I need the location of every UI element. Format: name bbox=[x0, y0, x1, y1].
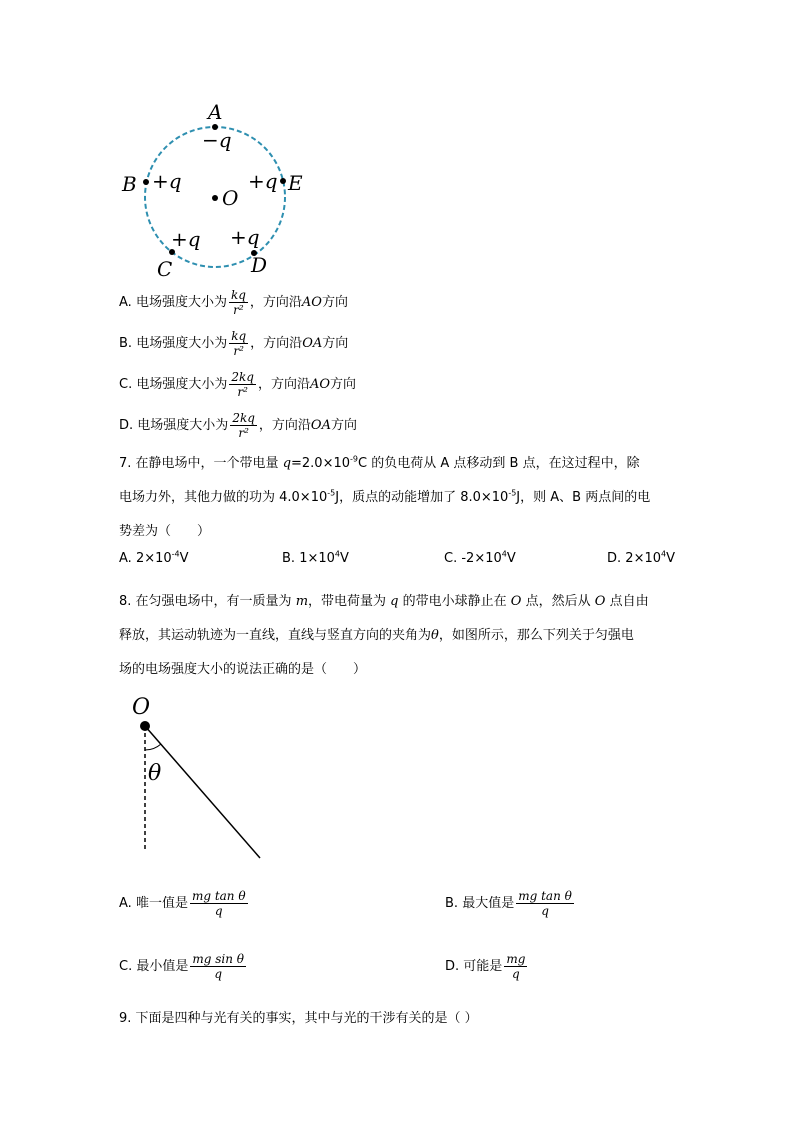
point-O bbox=[212, 195, 218, 201]
q7-line-2: 电场力外，其他力做的功为 $4.0\times 10^{-5}J$，质点的动能增加了 $8.0\times 10^{-5}J$，则 A、B 两点间的电 bbox=[119, 488, 651, 505]
charge-circle-figure bbox=[110, 95, 320, 285]
q6-option-c: C. 电场强度大小为 $\frac{2kq}{\text{r²}}$ ，方向沿AO方向 bbox=[119, 370, 357, 399]
fig-label-theta: θ bbox=[148, 761, 162, 786]
q7-line-3: 势差为（ ） bbox=[119, 524, 211, 539]
q8-option-a: A. 唯一值是 $\frac{\text{mg tan θ}}{q}$ bbox=[119, 889, 246, 918]
charge-E: +q bbox=[248, 169, 278, 193]
label-E: E bbox=[288, 171, 303, 195]
q7-option-c: C. $-2\times 10^4V$ bbox=[444, 549, 516, 566]
label-O: O bbox=[222, 186, 239, 210]
q7-stem bbox=[119, 447, 650, 549]
trajectory-line bbox=[145, 726, 260, 858]
q8-line-1: 8. 在匀强电场中，有一质量为 m，带电荷量为 q 的带电小球静止在 O 点，然后从 O 点自由 bbox=[119, 594, 649, 609]
fig-label-O: O bbox=[132, 695, 151, 720]
trajectory-figure bbox=[120, 688, 280, 868]
label-D: D bbox=[251, 253, 268, 277]
q8-option-d: D. 可能是 $\frac{mg}{q}$ bbox=[445, 952, 526, 981]
charge-B: +q bbox=[152, 169, 182, 193]
label-A: A bbox=[208, 100, 223, 124]
charge-D: +q bbox=[230, 225, 260, 249]
q7-option-d: D. $2\times 10^4V$ bbox=[607, 549, 676, 566]
q6-option-b: B. 电场强度大小为 $\frac{kq}{\text{r²}}$ ，方向沿OA方向 bbox=[119, 329, 349, 358]
q7-line-1: 7. 在静电场中，一个带电量 $q=2.0\times 10^{-9}C$ 的负电荷从 A 点移动到 B 点，在这过程中，除 bbox=[119, 454, 640, 471]
q8-option-b: B. 最大值是 $\frac{\text{mg tan θ}}{q}$ bbox=[445, 889, 572, 918]
angle-arc bbox=[145, 744, 161, 750]
q7-option-b: B. $1\times 10^4V$ bbox=[282, 549, 349, 566]
q8-option-c: C. 最小值是 $\frac{\text{mg sin θ}}{q}$ bbox=[119, 952, 245, 981]
q8-line-2: 释放，其运动轨迹为一直线，直线与竖直方向的夹角为θ，如图所示，那么下列关于匀强电 bbox=[119, 628, 634, 643]
q8-line-3: 场的电场强度大小的说法正确的是（ ） bbox=[119, 662, 367, 677]
point-O bbox=[140, 721, 150, 731]
charge-A: −q bbox=[202, 128, 232, 152]
q6-option-a: A. 电场强度大小为 $\frac{kq}{\text{r²}}$ ，方向沿AO方向 bbox=[119, 288, 348, 317]
label-C: C bbox=[157, 257, 173, 281]
q9-stem: 9. 下面是四种与光有关的事实，其中与光的干涉有关的是（ ） bbox=[119, 1011, 478, 1026]
label-B: B bbox=[122, 172, 137, 196]
q6-option-d: D. 电场强度大小为 $\frac{2kq}{\text{r²}}$ ，方向沿OA方向 bbox=[119, 411, 357, 440]
point-E bbox=[280, 178, 286, 184]
q8-stem bbox=[119, 585, 649, 687]
charge-C: +q bbox=[171, 227, 201, 251]
point-B bbox=[143, 179, 149, 185]
q7-option-a: A. $2\times 10^{-4}V$ bbox=[119, 549, 189, 566]
